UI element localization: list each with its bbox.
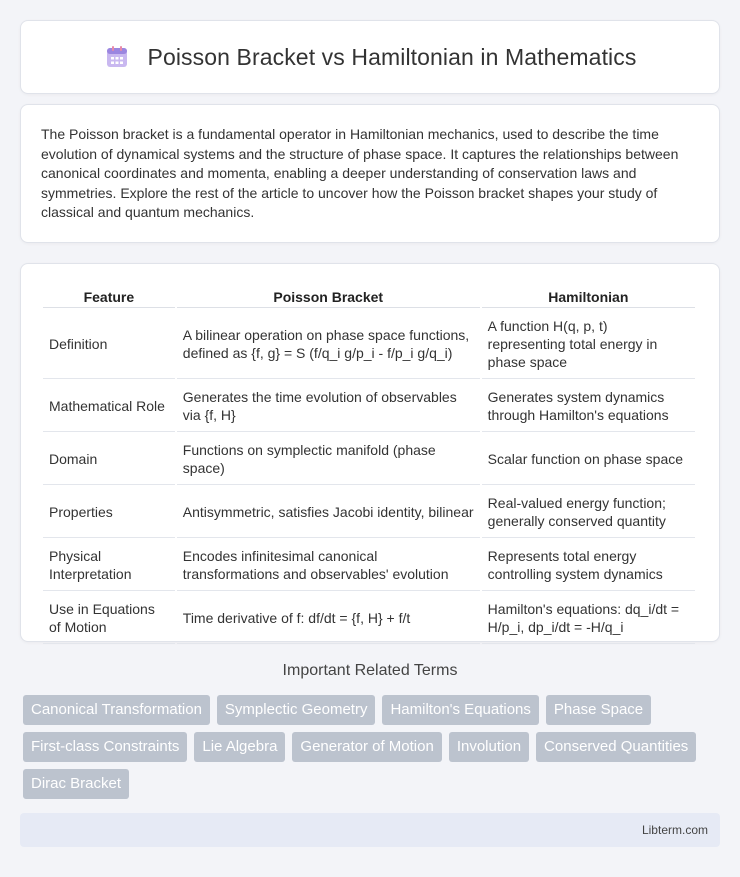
related-term-tag[interactable]: Involution bbox=[449, 732, 529, 762]
feature-cell: Mathematical Role bbox=[43, 381, 175, 432]
poisson-cell: Time derivative of f: df/dt = {f, H} + f/t bbox=[177, 593, 480, 644]
table-row bbox=[43, 593, 695, 644]
column-header: Feature bbox=[43, 286, 175, 308]
related-terms-heading: Important Related Terms bbox=[282, 662, 458, 679]
feature-cell: Physical Interpretation bbox=[43, 540, 175, 591]
related-term-tag[interactable]: Conserved Quantities bbox=[536, 732, 696, 762]
feature-cell: Properties bbox=[43, 487, 175, 538]
footer bbox=[20, 813, 720, 847]
related-term-tag[interactable]: First-class Constraints bbox=[23, 732, 187, 762]
poisson-cell: Functions on symplectic manifold (phase space) bbox=[177, 434, 480, 485]
related-term-tag[interactable]: Lie Algebra bbox=[194, 732, 285, 762]
table-row bbox=[43, 540, 695, 591]
table-row bbox=[43, 381, 695, 432]
poisson-cell: Antisymmetric, satisfies Jacobi identity, bilinear bbox=[177, 487, 480, 538]
hamiltonian-cell: A function H(q, p, t) representing total energy in phase space bbox=[482, 310, 695, 379]
page-title: Poisson Bracket vs Hamiltonian in Mathematics bbox=[147, 43, 637, 70]
comparison-table bbox=[41, 284, 697, 646]
related-term-tag[interactable]: Generator of Motion bbox=[292, 732, 441, 762]
poisson-cell: Generates the time evolution of observables via {f, H} bbox=[177, 381, 480, 432]
table-row bbox=[43, 310, 695, 379]
comparison-table-card bbox=[20, 263, 720, 642]
feature-cell: Use in Equations of Motion bbox=[43, 593, 175, 644]
related-term-tag[interactable]: Hamilton's Equations bbox=[382, 695, 538, 725]
column-header: Hamiltonian bbox=[482, 286, 695, 308]
related-term-tag[interactable]: Phase Space bbox=[546, 695, 651, 725]
related-term-tag[interactable]: Canonical Transformation bbox=[23, 695, 210, 725]
hamiltonian-cell: Real-valued energy function; generally conserved quantity bbox=[482, 487, 695, 538]
feature-cell: Definition bbox=[43, 310, 175, 379]
feature-cell: Domain bbox=[43, 434, 175, 485]
related-terms-list bbox=[23, 695, 723, 799]
calendar-icon bbox=[104, 44, 130, 70]
intro-card bbox=[20, 104, 720, 243]
hamiltonian-cell: Represents total energy controlling system dynamics bbox=[482, 540, 695, 591]
hamiltonian-cell: Generates system dynamics through Hamilton's equations bbox=[482, 381, 695, 432]
footer-brand-link[interactable]: Libterm.com bbox=[641, 823, 708, 837]
related-term-tag[interactable]: Dirac Bracket bbox=[23, 769, 129, 799]
poisson-cell: A bilinear operation on phase space functions, defined as {f, g} = S (f/q_i g/p_i - f/p_i g/q_i) bbox=[177, 310, 480, 379]
hamiltonian-cell: Hamilton's equations: dq_i/dt = H/p_i, dp_i/dt = -H/q_i bbox=[482, 593, 695, 644]
hamiltonian-cell: Scalar function on phase space bbox=[482, 434, 695, 485]
table-row bbox=[43, 434, 695, 485]
header-card bbox=[20, 20, 720, 94]
intro-text: The Poisson bracket is a fundamental operator in Hamiltonian mechanics, used to describe the time evolution of dynamical systems and the structure of phase space. It captures the relationships between canonical coordinates and momenta, enabling a deeper understanding of conservation laws and symmetries. Explore the rest of the article to uncover how the Poisson bracket shapes your study of classical and quantum mechanics. bbox=[41, 126, 679, 220]
related-term-tag[interactable]: Symplectic Geometry bbox=[217, 695, 376, 725]
poisson-cell: Encodes infinitesimal canonical transformations and observables' evolution bbox=[177, 540, 480, 591]
table-row bbox=[43, 487, 695, 538]
table-header-row bbox=[43, 286, 695, 308]
column-header: Poisson Bracket bbox=[177, 286, 480, 308]
